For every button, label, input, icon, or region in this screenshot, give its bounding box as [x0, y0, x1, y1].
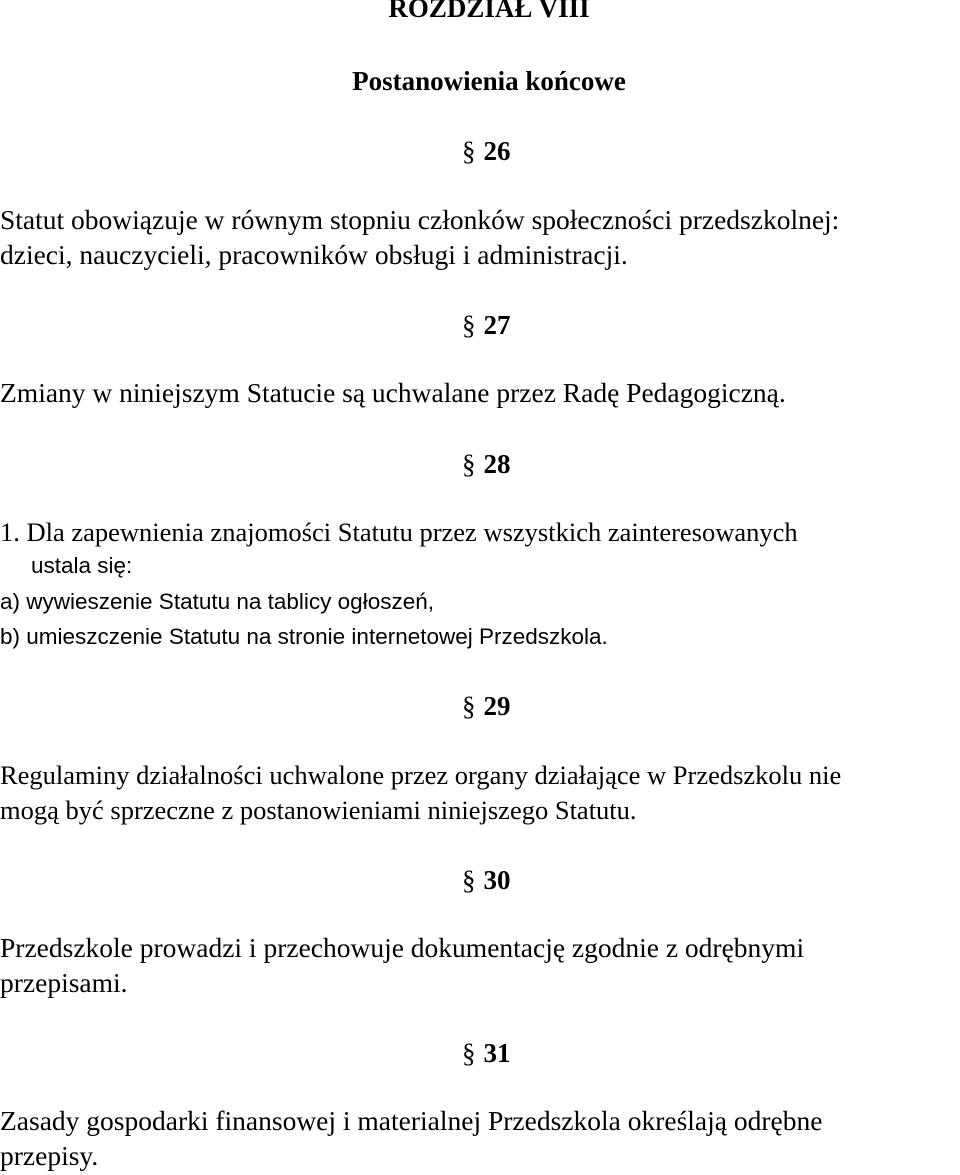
section-31-line-2: przepisy. — [0, 1140, 99, 1171]
section-heading-29 — [462, 688, 511, 724]
section-28-line-4: b) umieszczenie Statutu na stronie internetowej Przedszkola. — [0, 624, 608, 649]
section-28-line-2: ustala się: — [31, 553, 133, 578]
chapter-title: ROZDZIAŁ VIII — [388, 0, 590, 23]
section-number: 26 — [483, 136, 511, 166]
section-26-line-1: Statut obowiązuje w równym stopniu członków społeczności przedszkolnej: — [0, 204, 840, 235]
section-symbol: § — [462, 691, 476, 721]
section-29-line-2: mogą być sprzeczne z postanowieniami niniejszego Statutu. — [0, 795, 637, 825]
section-27-line-1: Zmiany w niniejszym Statucie są uchwalane przez Radę Pedagogiczną. — [0, 377, 786, 408]
section-heading-31 — [462, 1035, 511, 1071]
section-number: 31 — [483, 1038, 511, 1068]
section-number: 28 — [483, 449, 511, 479]
section-symbol: § — [462, 449, 476, 479]
section-symbol: § — [462, 310, 476, 340]
section-heading-27 — [462, 307, 511, 343]
section-29-line-1: Regulaminy działalności uchwalone przez organy działające w Przedszkolu nie — [0, 760, 842, 790]
section-heading-28 — [462, 446, 511, 482]
section-28-line-1: 1. Dla zapewnienia znajomości Statutu przez wszystkich zainteresowanych — [0, 517, 798, 547]
section-symbol: § — [462, 136, 476, 166]
section-heading-26 — [462, 133, 511, 169]
section-31-line-1: Zasady gospodarki finansowej i materialnej Przedszkola określają odrębne — [0, 1105, 823, 1136]
section-symbol: § — [462, 1038, 476, 1068]
section-number: 30 — [483, 865, 511, 895]
section-30-line-2: przepisami. — [0, 967, 128, 998]
section-30-line-1: Przedszkole prowadzi i przechowuje dokumentację zgodnie z odrębnymi — [0, 932, 805, 963]
section-number: 29 — [483, 691, 511, 721]
chapter-subtitle: Postanowienia końcowe — [352, 66, 626, 96]
section-26-line-2: dzieci, nauczycieli, pracowników obsługi i administracji. — [0, 239, 628, 270]
section-symbol: § — [462, 865, 476, 895]
section-28-line-3: a) wywieszenie Statutu na tablicy ogłoszeń, — [0, 589, 434, 614]
section-number: 27 — [483, 310, 511, 340]
section-heading-30 — [462, 862, 511, 898]
